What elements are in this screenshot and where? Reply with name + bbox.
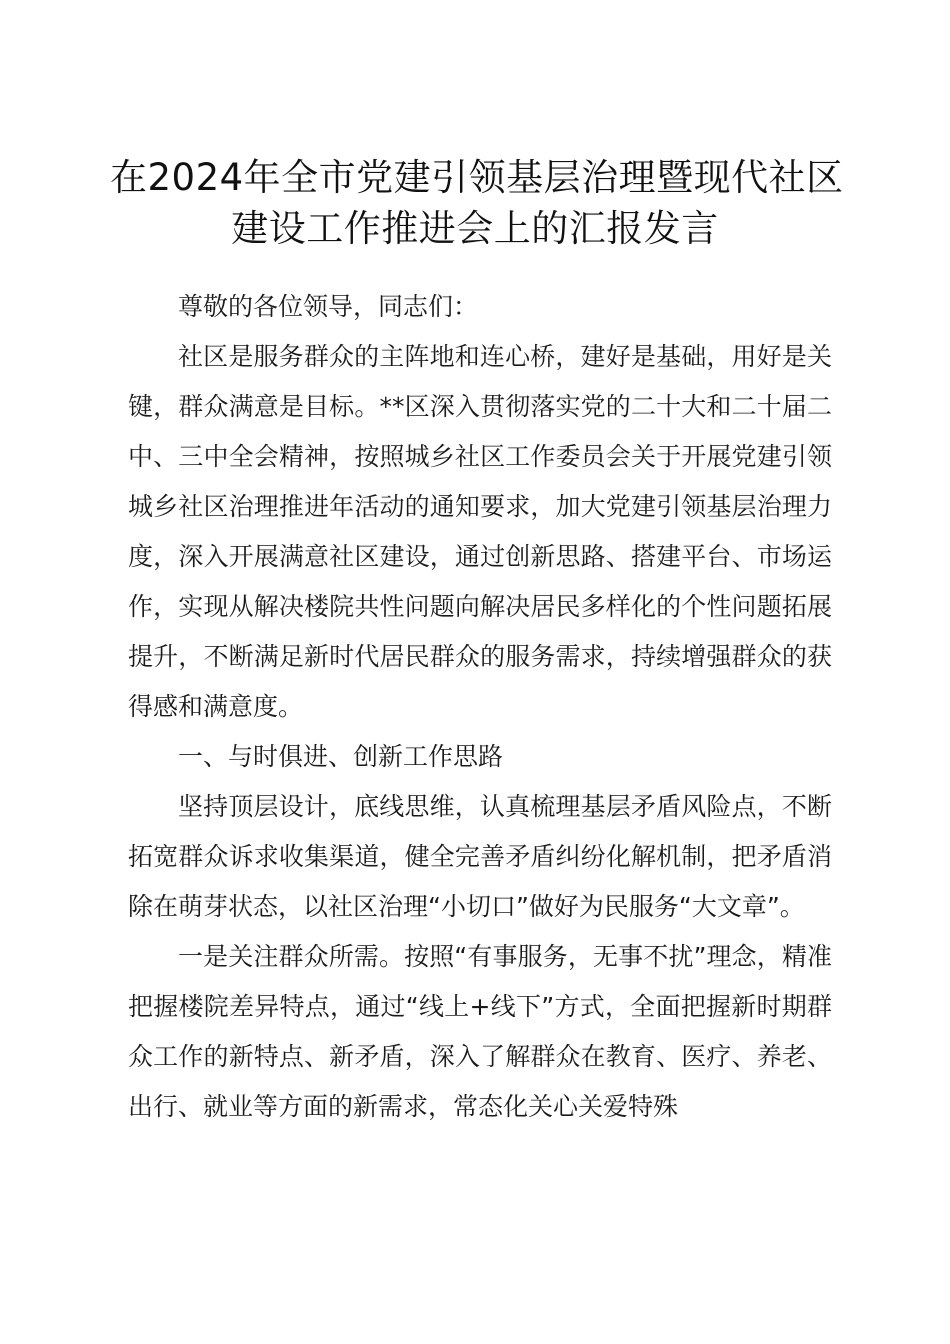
title-line-1: 在2024年全市党建引领基层治理暨现代社区 <box>110 156 844 199</box>
document-body <box>128 282 832 1132</box>
title-line-2: 建设工作推进会上的汇报发言 <box>231 207 719 250</box>
salutation: 尊敬的各位领导，同志们： <box>178 292 479 321</box>
document-title <box>110 152 844 254</box>
paragraph-intro: 社区是服务群众的主阵地和连心桥，建好是基础，用好是关键，群众满意是目标。**区深入贯彻落实党的二十大和二十届二中、三中全会精神，按照城乡社区工作委员会关于开展党建引领城乡社区治理推进年活动的通知要求，加大党建引领基层治理力度，深入开展满意社区建设，通过创新思路、搭建平台、市场运作，实现从解决楼院共性问题向解决居民多样化的个性问题拓展提升，不断满足新时代居民群众的服务需求，持续增强群众的获得感和满意度。 <box>128 342 832 721</box>
section-heading-1: 一、与时俱进、创新工作思路 <box>178 742 504 771</box>
paragraph-point-1: 一是关注群众所需。按照“有事服务，无事不扰”理念，精准把握楼院差异特点，通过“线上+线下”方式，全面把握新时期群众工作的新特点、新矛盾，深入了解群众在教育、医疗、养老、出行、就业等方面的新需求，常态化关心关爱特殊 <box>128 942 832 1121</box>
paragraph-section-1: 坚持顶层设计，底线思维，认真梳理基层矛盾风险点，不断拓宽群众诉求收集渠道，健全完善矛盾纠纷化解机制，把矛盾消除在萌芽状态，以社区治理“小切口”做好为民服务“大文章”。 <box>128 792 832 921</box>
